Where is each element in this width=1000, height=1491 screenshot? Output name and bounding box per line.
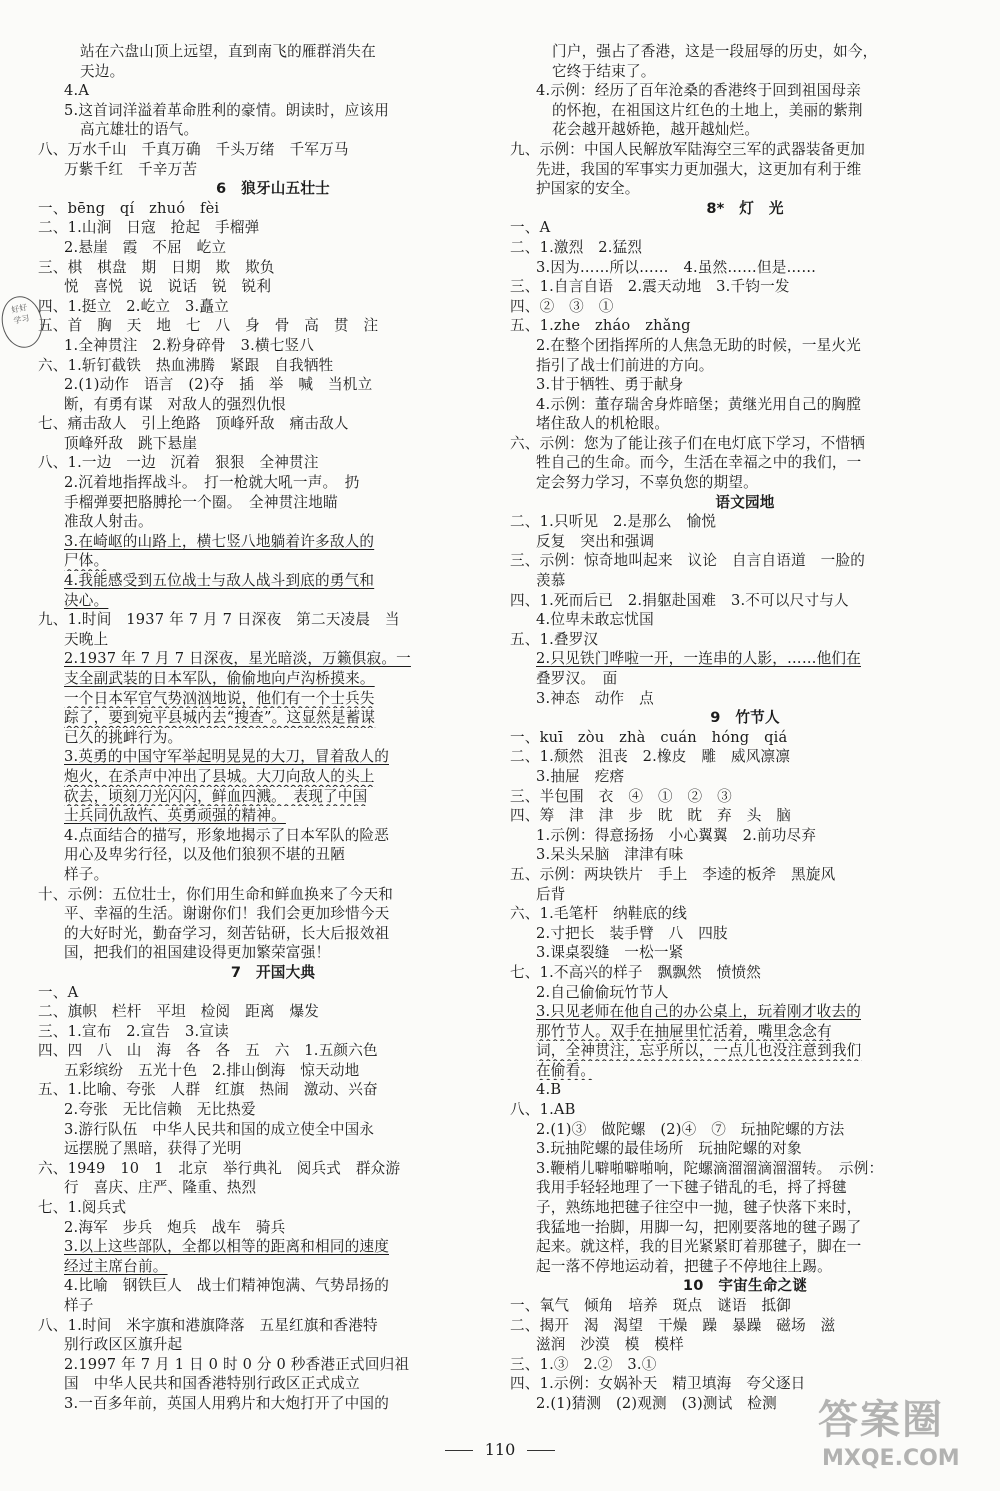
answer-text: 6 狼牙山五壮士 [216,180,330,198]
answer-text: 行 喜庆、庄严、隆重、热烈 [64,1179,257,1197]
answer-text: 4.示例：经历了百年沧桑的香港终于回到祖国母亲 [536,82,861,100]
answer-text: 三、1.自言自语 2.震天动地 3.千钧一发 [510,278,790,296]
answer-line [38,1198,508,1218]
answer-line [38,297,508,317]
answer-text: 断，有勇有谋 对敌人的强烈仇恨 [64,395,286,413]
answer-text: 3.抽屉 疙瘩 [536,767,625,785]
page-number-dash-right [527,1450,555,1451]
answer-text: 起来。就这样，我的目光紧紧盯着那毽子，脚在一 [536,1238,862,1256]
answer-text: 二、揭开 渴 渴望 干燥 躁 暴躁 磁场 滋 [510,1316,836,1334]
answer-text: 9 竹节人 [710,709,780,727]
section-title [38,963,508,983]
answer-text: 用心及卑劣行径，以及他们狼狈不堪的丑陋 [64,846,346,864]
answer-text: 语文园地 [715,493,775,511]
answer-line [38,1316,508,1336]
answer-line [510,1335,980,1355]
answer-line [38,1218,508,1238]
answer-line [510,62,980,82]
answer-line [38,551,508,571]
answer-text: 2.1997 年 7 月 1 日 0 时 0 分 0 秒香港正式回归祖 [64,1355,410,1373]
answer-text: 四、1.挺立 2.屹立 3.矗立 [38,297,229,315]
answer-text: 手榴弹要把胳膊抡一个圈。 全神贯注地瞄 [64,493,338,511]
answer-line [38,160,508,180]
answer-line [510,787,980,807]
answer-text: 2.寸把长 装手臂 八 四肢 [536,924,728,942]
answer-text: 那竹节人。双手在抽屉里忙活着，嘴里念念有 [536,1022,832,1040]
answer-text: 堵住敌人的机枪眼。 [536,415,670,433]
watermark-main-text: 答案圈 [818,1397,944,1443]
answer-line [510,806,980,826]
answer-line [38,571,508,591]
answer-line [510,1041,980,1061]
answer-line [38,512,508,532]
answer-text: 砍去，顷刻刀光闪闪，鲜血四溅。 表现了中国 [64,787,368,805]
answer-line [38,1296,508,1316]
answer-line [38,453,508,473]
answer-text: 的怀抱，在祖国这片红色的土地上，美丽的紫荆 [552,101,863,119]
answer-text: 决心。 [64,591,109,609]
answer-line [510,532,980,552]
answer-line [38,238,508,258]
answer-line [510,238,980,258]
answer-text: 三、示例：惊奇地叫起来 议论 自言自语道 一脸的 [510,552,866,570]
answer-line [38,924,508,944]
answer-text: 六、1.毛笔杆 纳鞋底的线 [510,905,688,923]
answer-line [38,493,508,513]
answer-line [510,1080,980,1100]
answer-text: 七、1.阅兵式 [38,1199,127,1217]
answer-text: 一、A [510,219,551,237]
answer-line [510,258,980,278]
answer-line [38,1394,508,1414]
answer-line [38,1061,508,1081]
answer-line [510,336,980,356]
answer-line [38,140,508,160]
answer-text: 2.自己偷偷玩竹节人 [536,983,669,1001]
stamp-line-1: 好好 [10,302,28,315]
answer-line [510,179,980,199]
answer-text: 一、氧气 倾角 培养 斑点 谜语 抵御 [510,1297,792,1314]
answer-line [38,1335,508,1355]
answer-line [38,689,508,709]
answer-text: 六、1949 10 1 北京 举行典礼 阅兵式 群众游 [38,1159,401,1177]
answer-line [38,218,508,238]
answer-line [510,453,980,473]
answer-line [510,865,980,885]
answer-text: 站在六盘山顶上远望，直到南飞的雁群消失在 [80,43,376,60]
answer-text: 2.(1)③ 做陀螺 (2)④ ⑦ 玩抽陀螺的方法 [536,1120,845,1138]
answer-text: 尸体。 [64,552,109,570]
answer-line [38,1120,508,1140]
answer-text: 十、示例：五位壮士，你们用生命和鲜血换来了今天和 [38,885,394,903]
answer-text: 3.以上这些部队，全都以相等的距离和相同的速度 [64,1238,389,1256]
answer-line [38,708,508,728]
answer-line [510,120,980,140]
answer-text: 四、② ③ ① [510,297,614,315]
answer-text: 三、棋 棋盘 期 日期 欺 欺负 [38,258,275,276]
answer-text: 3.课桌裂缝 一松一紧 [536,944,684,962]
answer-line [38,943,508,963]
answer-text: 子，熟练地把毽子往空中一抛，毽子快落下来时， [536,1199,862,1217]
answer-text: 远摆脱了黑暗，获得了光明 [64,1140,242,1158]
answer-line [510,42,980,62]
answer-text: 一、A [38,983,79,1001]
answer-text: 二、1.激烈 2.猛烈 [510,238,643,256]
answer-line [38,1276,508,1296]
answer-text: 国，把我们的祖国建设得更加繁荣富强！ [64,944,331,962]
answer-text: 我用手轻轻地理了一下毽子错乱的毛，捋了捋毽 [536,1179,847,1197]
answer-line [510,1139,980,1159]
answer-line [510,1120,980,1140]
answer-line [510,630,980,650]
answer-text: 2.只见铁门哗啦一开，一连串的人影，……他们在 [536,650,861,668]
answer-line [510,904,980,924]
answer-line [38,120,508,140]
answer-text: 3.神态 动作 点 [536,689,654,707]
answer-text: 词，全神贯注，忘乎所以，一点儿也没注意到我们 [536,1042,862,1060]
answer-line [38,649,508,669]
answer-line [38,1159,508,1179]
answer-line [38,865,508,885]
answer-text: 2.(1)猜测 (2)观测 (3)测试 检测 [536,1394,777,1412]
answer-text: 万紫千红 千辛万苦 [64,160,198,178]
answer-text: 2.夸张 无比信赖 无比热爱 [64,1101,256,1119]
answer-line [38,747,508,767]
answer-line [38,395,508,415]
answer-line [38,1100,508,1120]
answer-text: 炮火，在杀声中冲出了县城。大刀向敌人的头上 [64,767,375,785]
answer-line [510,728,980,748]
answer-line [38,1355,508,1375]
answer-text: 六、示例：您为了能让孩子们在电灯底下学习，不惜牺 [510,434,866,452]
answer-text: 六、1.斩钉截铁 热血沸腾 紧跟 自我牺牲 [38,356,334,374]
answer-line [510,1022,980,1042]
answer-line [38,434,508,454]
answer-text: 护国家的安全。 [536,180,640,198]
answer-line [510,1218,980,1238]
answer-line [38,1237,508,1257]
answer-line [510,1198,980,1218]
answer-line [510,297,980,317]
answer-line [38,1041,508,1061]
answer-text: 2.沉着地指挥战斗。 打一枪就大吼一声。 扔 [64,474,360,492]
answer-line [510,277,980,297]
answer-text: 3.只见老师在他自己的办公桌上，玩着刚才收去的 [536,1003,861,1021]
answer-line [38,356,508,376]
answer-text: 2.悬崖 霞 不屈 屹立 [64,238,227,256]
answer-line [38,316,508,336]
answer-text: 4.我能感受到五位战士与敌人战斗到底的勇气和 [64,572,375,590]
answer-line [38,904,508,924]
answer-text: 羡慕 [536,572,566,590]
answer-line [510,689,980,709]
answer-text: 一、bēng qí zhuó fèi [38,199,220,217]
answer-line [510,101,980,121]
answer-text: 在偷看。 [536,1061,596,1079]
answer-text: 天晚上 [64,630,109,648]
answer-line [38,610,508,630]
answer-line [510,160,980,180]
answer-line [510,414,980,434]
answer-line [38,277,508,297]
answer-text: 样子 [64,1297,94,1314]
answer-text: 4.点面结合的描写，形象地揭示了日本军队的险恶 [64,826,389,844]
answer-line [510,473,980,493]
answer-text: 九、示例：中国人民解放军陆海空三军的武器装备更加 [510,140,866,158]
answer-text: 四、四 八 山 海 各 各 五 六 1.五颜六色 [38,1042,378,1060]
answer-line [510,375,980,395]
answer-line [38,199,508,219]
answer-line [38,1178,508,1198]
answer-line [510,826,980,846]
section-title [510,199,980,219]
answer-text: 2.海军 步兵 炮兵 战车 骑兵 [64,1218,286,1236]
answer-text: 样子。 [64,865,109,883]
answer-line [510,591,980,611]
answer-line [510,1237,980,1257]
right-column [510,42,980,1414]
answer-text: 1.全神贯注 2.粉身碎骨 3.横七竖八 [64,336,315,354]
answer-text: 八、1.时间 米字旗和港旗降落 五星红旗和香港特 [38,1316,378,1334]
answer-text: 5.这首词洋溢着革命胜利的豪情。朗读时，应该用 [64,101,389,119]
answer-line [510,767,980,787]
answer-line [38,669,508,689]
answer-line [510,845,980,865]
answer-line [38,473,508,493]
answer-text: 3.游行队伍 中华人民共和国的成立使全中国永 [64,1120,375,1138]
answer-line [510,610,980,630]
answer-line [38,1139,508,1159]
answer-text: 4.A [64,82,90,100]
answer-text: 五、1.zhe zháo zhǎng [510,317,691,335]
answer-text: 五、示例：两块铁片 手上 李逵的板斧 黑旋风 [510,865,836,883]
answer-line [38,42,508,62]
answer-line [510,1296,980,1316]
answer-line [38,1080,508,1100]
answer-line [510,983,980,1003]
answer-text: 后背 [536,885,566,903]
answer-text: 顶峰歼敌 跳下悬崖 [64,434,198,452]
answer-text: 已久的挑衅行为。 [64,728,183,746]
answer-text: 3.呆头呆脑 津津有味 [536,846,684,864]
answer-text: 七、痛击敌人 引上绝路 顶峰歼敌 痛击敌人 [38,415,349,433]
answer-line [38,591,508,611]
answer-text: 士兵同仇敌忾、英勇顽强的精神。 [64,807,286,825]
answer-text: 国 中华人民共和国香港特别行政区正式成立 [64,1375,360,1393]
answer-line [38,1002,508,1022]
answer-line [510,434,980,454]
answer-text: 七、1.不高兴的样子 飘飘然 愤愤然 [510,963,762,981]
watermark-url-text: MXQE.COM [822,1446,960,1471]
answer-text: 起一落不停地运动着，把毽子不停地往上踢。 [536,1257,832,1275]
answer-line [510,218,980,238]
answer-text: 1.示例：得意扬扬 小心翼翼 2.前功尽弃 [536,826,817,844]
answer-text: 一个日本军官气势汹汹地说，他们有一个士兵失 [64,689,375,707]
answer-text: 4.B [536,1081,562,1099]
page-number-text: 110 [484,1440,516,1459]
answer-line [38,258,508,278]
answer-text: 4.比喻 钢铁巨人 战士们精神饱满、气势昂扬的 [64,1277,389,1295]
answer-line [38,1374,508,1394]
answer-text: 三、1.③ 2.② 3.① [510,1355,657,1373]
answer-line [38,336,508,356]
answer-text: 2.(1)动作 语言 (2)夺 插 举 喊 当机立 [64,376,373,394]
answer-text: 门户，强占了香港，这是一段屈辱的历史，如今， [552,43,878,60]
answer-line [510,924,980,944]
answer-text: 五、1.比喻、夸张 人群 红旗 热闹 激动、兴奋 [38,1081,378,1099]
watermark-logo [818,1388,990,1484]
answer-text: 指引了战士们前进的方向。 [536,356,714,374]
answer-text: 别行政区区旗升起 [64,1336,183,1354]
answer-line [38,767,508,787]
answer-text: 定会努力学习，不辜负您的期望。 [536,474,758,492]
answer-line [510,571,980,591]
answer-text: 牲自己的生命。而今，生活在幸福之中的我们，一 [536,454,862,472]
page-number-dash-left [445,1450,473,1451]
answer-line [510,1100,980,1120]
answer-text: 九、1.时间 1937 年 7 月 7 日深夜 第二天凌晨 当 [38,611,400,629]
stamp-line-2: 学习 [12,313,31,326]
answer-line [38,630,508,650]
answer-line [510,512,980,532]
answer-text: 悦 喜悦 说 说话 锐 锐利 [64,278,272,296]
answer-text: 二、旗帜 栏杆 平坦 检阅 距离 爆发 [38,1003,320,1021]
answer-text: 的大好时光，勤奋学习，刻苦钻研，长大后报效祖 [64,924,390,942]
answer-text: 一、kuī zòu zhà cuán hóng qiá [510,728,788,746]
answer-text: 滋润 沙漠 模 模样 [536,1336,684,1354]
answer-text: 3.在崎岖的山路上，横七竖八地躺着许多敌人的 [64,532,375,550]
answer-text: 八、1.一边 一边 沉着 狠狠 全神贯注 [38,454,319,472]
answer-line [38,728,508,748]
answer-text: 4.位卑未敢忘忧国 [536,611,654,629]
answer-text: 三、1.宣布 2.宣告 3.宣读 [38,1022,229,1040]
answer-text: 经过主席台前。 [64,1257,168,1275]
answer-line [510,669,980,689]
answer-text: 支全副武装的日本军队，偷偷地向卢沟桥摸来。 [64,670,375,687]
answer-text: 反复 突出和强调 [536,532,655,550]
answer-line [510,551,980,571]
answer-text: 4.示例：董存瑞舍身炸暗堡；黄继光用自己的胸膛 [536,395,861,413]
answer-text: 先进，我国的军事实力更加强大，这更加有利于维 [536,160,862,178]
answer-text: 五、首 胸 天 地 七 八 身 骨 高 贯 注 [38,317,379,335]
answer-line [510,747,980,767]
answer-line [510,943,980,963]
answer-text: 2.在整个团指挥所的人焦急无助的时候，一星火光 [536,336,861,354]
answer-line [510,81,980,101]
answer-line [510,649,980,669]
answer-text: 四、筹 津 津 步 眈 眈 弃 头 脑 [510,807,792,825]
answer-text: 它终于结束了。 [552,62,656,80]
answer-line [510,1178,980,1198]
answer-line [38,62,508,82]
section-title [510,493,980,513]
answer-text: 叠罗汉。 面 [536,670,618,687]
section-title [510,708,980,728]
answer-text: 准敌人射击。 [64,513,153,531]
answer-line [510,1257,980,1277]
answer-line [38,826,508,846]
section-title [38,179,508,199]
answer-line [510,885,980,905]
answer-text: 二、1.只听见 2.是那么 愉悦 [510,513,717,531]
answer-line [38,983,508,1003]
answer-line [510,1002,980,1022]
answer-line [38,806,508,826]
answer-line [38,375,508,395]
answer-line [510,1316,980,1336]
answer-text: 2.1937 年 7 月 7 日深夜，星光暗淡，万籁俱寂。一 [64,650,411,668]
answer-text: 10 宇宙生命之谜 [682,1277,808,1295]
answer-line [38,532,508,552]
answer-text: 二、1.颓然 沮丧 2.橡皮 雕 威风凛凛 [510,748,791,766]
answer-text: 高亢雄壮的语气。 [80,121,199,139]
answer-line [510,316,980,336]
answer-line [510,140,980,160]
answer-text: 花会越开越娇艳，越开越灿烂。 [552,121,760,139]
answer-text: 踪了，要到宛平县城内去“搜查”。这显然是蓄谋 [64,709,376,727]
answer-text: 3.甘于牺牲、勇于献身 [536,376,684,394]
answer-line [38,414,508,434]
answer-text: 四、1.死而后已 2.捐躯赴国难 3.不可以尺寸与人 [510,591,849,609]
answer-line [510,1355,980,1375]
answer-text: 3.鞭梢儿噼啪噼啪响，陀螺滴溜溜滴溜溜转。 示例： [536,1159,884,1177]
answer-text: 7 开国大典 [230,963,316,981]
answer-text: 我猛地一抬脚，用脚一勾，把刚要落地的毽子踢了 [536,1218,862,1236]
answer-line [38,1022,508,1042]
answer-text: 三、半包围 衣 ④ ① ② ③ [510,787,732,805]
answer-text: 3.一百多年前，英国人用鸦片和大炮打开了中国的 [64,1394,389,1412]
section-title [510,1276,980,1296]
answer-text: 3.因为……所以…… 4.虽然……但是…… [536,258,817,276]
answer-text: 二、1.山涧 日寇 抢起 手榴弹 [38,219,260,237]
answer-text: 平、幸福的生活。谢谢你们！我们会更加珍惜今天 [64,905,390,923]
answer-line [38,81,508,101]
answer-line [38,885,508,905]
answer-text: 八、万水千山 千真万确 千头万绪 千军万马 [38,140,349,158]
answer-text: 3.玩抽陀螺的最佳场所 玩抽陀螺的对象 [536,1140,802,1158]
answer-line [38,101,508,121]
answer-text: 四、1.示例：女娲补天 精卫填海 夸父逐日 [510,1375,806,1393]
answer-line [38,1257,508,1277]
answer-text: 3.英勇的中国守军举起明晃晃的大刀，冒着敌人的 [64,748,389,766]
answer-line [510,1061,980,1081]
left-column [38,42,508,1414]
answer-text: 五、1.叠罗汉 [510,630,599,648]
answer-line [38,787,508,807]
answer-text: 五彩缤纷 五光十色 2.排山倒海 惊天动地 [64,1061,360,1079]
answer-line [510,963,980,983]
answer-line [38,845,508,865]
answer-text: 八、1.AB [510,1101,576,1119]
answer-line [510,1159,980,1179]
answer-text: 天边。 [80,62,125,80]
answer-text: 8* 灯 光 [706,199,784,217]
answer-line [510,395,980,415]
answer-line [510,356,980,376]
